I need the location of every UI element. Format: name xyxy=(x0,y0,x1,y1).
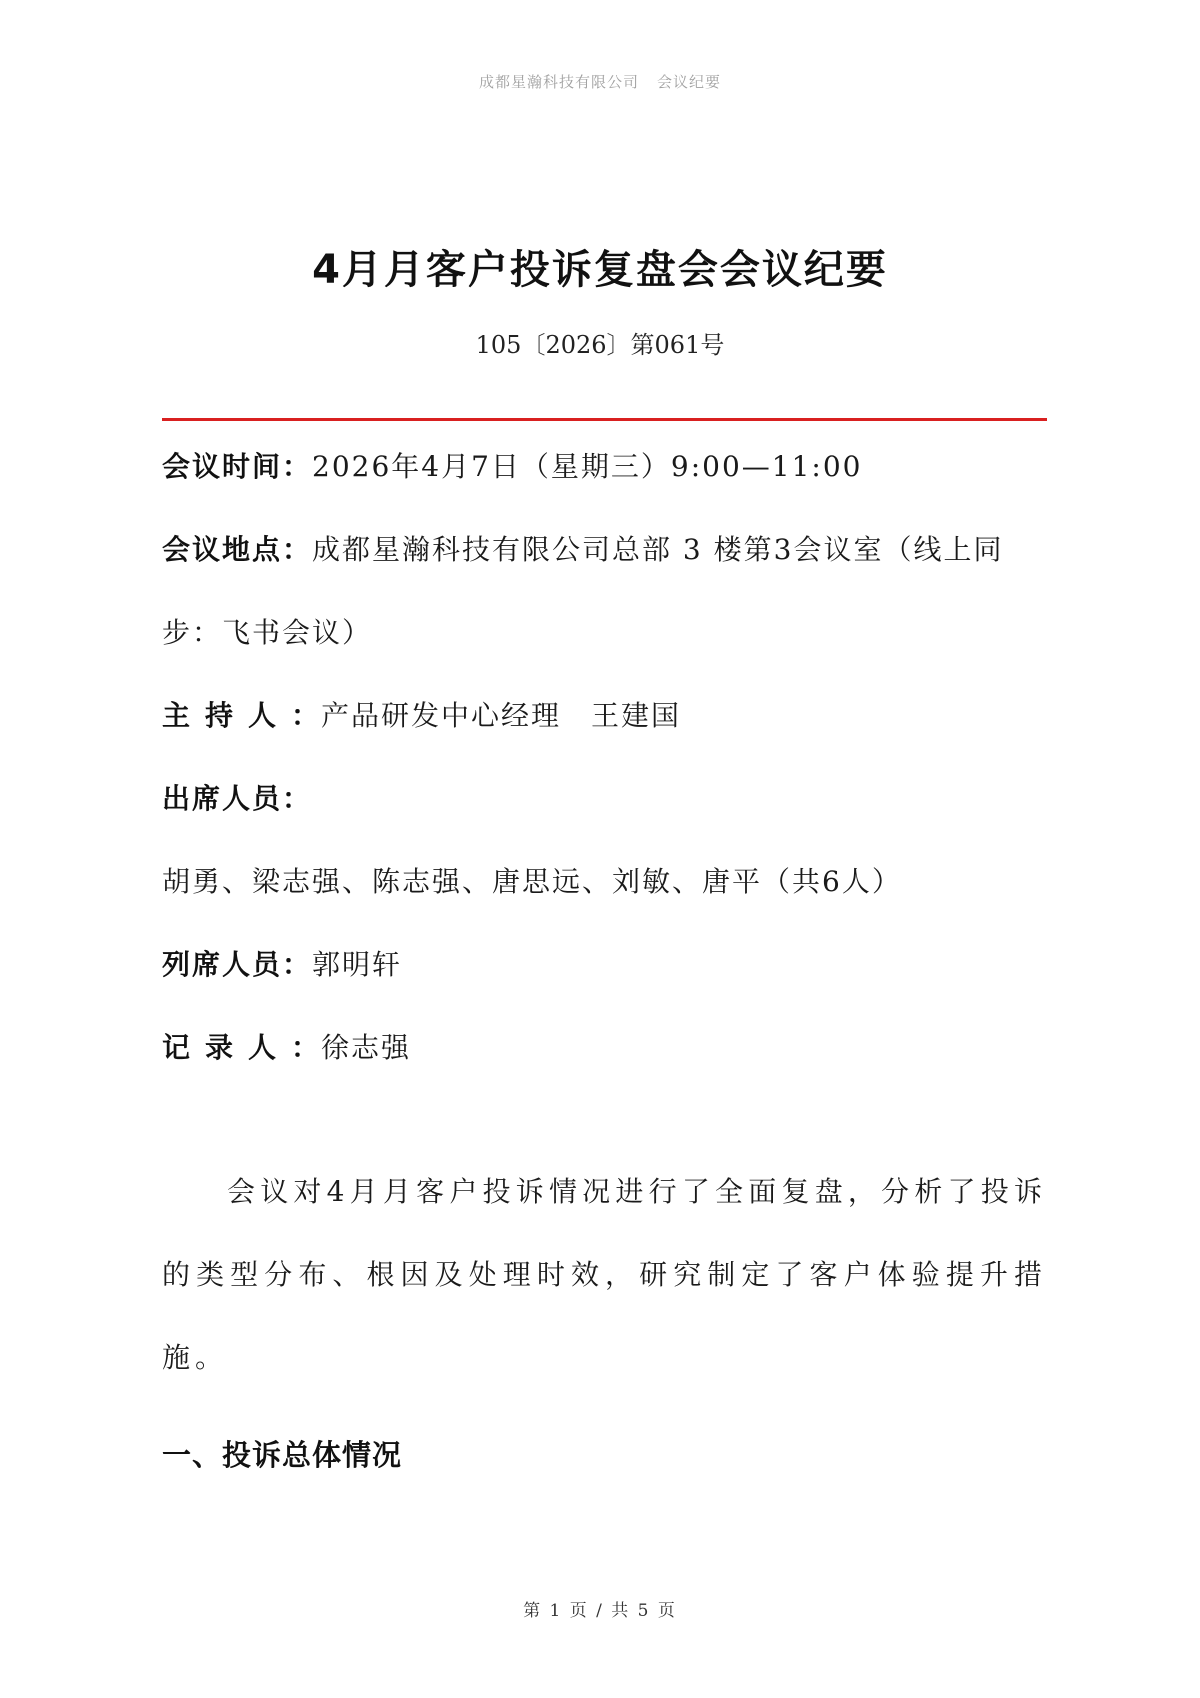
meeting-observers xyxy=(162,923,1047,1006)
header-doc-type: 会议纪要 xyxy=(657,73,722,91)
meeting-place-value: 成都星瀚科技有限公司总部 3 楼第3会议室（线上同步：飞书会议） xyxy=(162,533,1004,649)
document-number: 105〔2026〕第061号 xyxy=(475,331,725,359)
meeting-observers-value: 郭明轩 xyxy=(312,948,403,981)
page-footer: 第 1 页 / 共 5 页 xyxy=(523,1601,677,1621)
red-divider xyxy=(162,418,1047,421)
running-header xyxy=(0,71,1200,92)
meeting-place-label: 会议地点： xyxy=(162,533,313,566)
meeting-host-label: 主持人： xyxy=(162,699,322,732)
meeting-recorder-value: 徐志强 xyxy=(321,1031,412,1064)
meeting-observers-label: 列席人员： xyxy=(162,948,313,981)
meeting-time-label: 会议时间： xyxy=(162,450,313,483)
meeting-recorder-label: 记录人： xyxy=(162,1031,322,1064)
summary-paragraph: 会议对4月月客户投诉情况进行了全面复盘，分析了投诉的类型分布、根因及处理时效，研究制定了客户体验提升措施。 xyxy=(162,1175,1047,1374)
meeting-time xyxy=(162,425,1047,508)
meeting-place xyxy=(162,508,1047,674)
document-title: 4月月客户投诉复盘会会议纪要 xyxy=(312,247,888,293)
section-heading-1: 一、投诉总体情况 xyxy=(162,1438,403,1472)
meeting-host-value: 产品研发中心经理 王建国 xyxy=(321,699,682,732)
meeting-recorder xyxy=(162,1006,1047,1089)
meeting-attendees-value: 胡勇、梁志强、陈志强、唐思远、刘敏、唐平（共6人） xyxy=(162,865,902,898)
meeting-host xyxy=(162,674,1047,757)
header-company: 成都星瀚科技有限公司 xyxy=(478,73,639,91)
meeting-time-value: 2026年4月7日（星期三）9:00—11:00 xyxy=(312,450,863,483)
meeting-attendees-label: 出席人员： xyxy=(162,782,313,815)
meeting-attendees xyxy=(162,757,1047,923)
